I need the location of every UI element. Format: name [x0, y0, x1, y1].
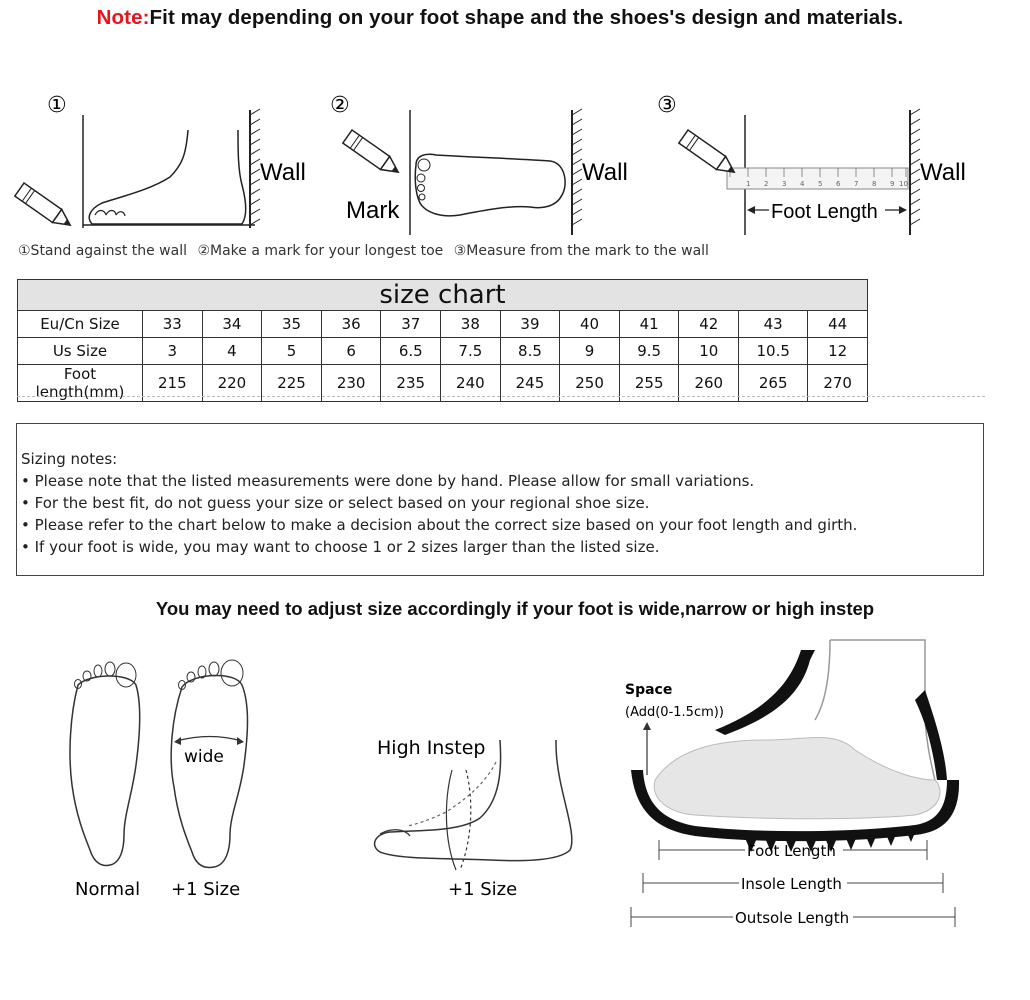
table-cell: 33 — [143, 311, 203, 338]
page-title — [0, 6, 1000, 30]
row-label: Foot length(mm) — [18, 365, 143, 402]
step-captions — [18, 243, 715, 259]
ruler-tick: 6 — [836, 180, 841, 188]
wide-size-label: +1 Size — [171, 879, 241, 900]
table-cell: 265 — [739, 365, 808, 402]
table-cell: 38 — [441, 311, 501, 338]
normal-label: Normal — [75, 879, 141, 900]
table-cell: 220 — [202, 365, 262, 402]
table-cell: 36 — [321, 311, 381, 338]
instep-size-label: +1 Size — [448, 879, 518, 900]
table-cell: 39 — [500, 311, 560, 338]
sizing-notes-heading: Sizing notes: — [21, 450, 118, 468]
table-cell: 255 — [619, 365, 679, 402]
table-cell: 43 — [739, 311, 808, 338]
table-cell: 35 — [262, 311, 322, 338]
caption-2: ②Make a mark for your longest toe — [197, 243, 444, 259]
step1-illustration — [10, 85, 306, 245]
table-cell: 6.5 — [381, 338, 441, 365]
space-label: Space — [625, 682, 673, 698]
step2-number: ② — [330, 93, 350, 118]
high-instep-illustration — [360, 720, 600, 910]
table-cell: 230 — [321, 365, 381, 402]
step2-illustration — [330, 85, 660, 245]
ruler-tick: 2 — [764, 180, 769, 188]
size-chart-title: size chart — [18, 280, 868, 311]
step2-wall-label: Wall — [582, 159, 628, 186]
sizing-notes-box — [16, 423, 984, 576]
row-label: Eu/Cn Size — [18, 311, 143, 338]
sizing-note-item: • If your foot is wide, you may want to choose 1 or 2 sizes larger than the listed size. — [21, 538, 660, 556]
ruler-tick: 7 — [854, 180, 859, 188]
caption-3: ③Measure from the mark to the wall — [453, 243, 709, 259]
table-cell: 40 — [560, 311, 620, 338]
table-cell: 235 — [381, 365, 441, 402]
sizing-note-item: • For the best fit, do not guess your size or select based on your regional shoe size. — [21, 494, 650, 512]
high-instep-label: High Instep — [377, 737, 486, 759]
table-cell: 260 — [679, 365, 739, 402]
table-cell: 5 — [262, 338, 322, 365]
table-cell: 6 — [321, 338, 381, 365]
ruler-tick: 5 — [818, 180, 823, 188]
note-text: Fit may depending on your foot shape and the shoes's design and materials. — [149, 6, 904, 29]
table-cell: 7.5 — [441, 338, 501, 365]
step1-wall-label: Wall — [260, 159, 306, 186]
ruler-tick: 4 — [800, 180, 805, 188]
wide-foot-icon — [171, 675, 247, 867]
note-label: Note: — [96, 6, 150, 29]
table-cell: 8.5 — [500, 338, 560, 365]
ruler-tick: 10 — [899, 180, 908, 188]
step3-foot-length-label: Foot Length — [771, 201, 878, 223]
step3-illustration — [655, 85, 995, 245]
table-cell: 10.5 — [739, 338, 808, 365]
table-cell: 250 — [560, 365, 620, 402]
insole-length-label: Insole Length — [741, 875, 842, 893]
pencil-icon-3 — [679, 130, 739, 179]
table-cell: 42 — [679, 311, 739, 338]
foot-width-illustration — [50, 645, 280, 915]
table-cell: 34 — [202, 311, 262, 338]
caption-1: ①Stand against the wall — [18, 243, 187, 259]
table-cell: 9 — [560, 338, 620, 365]
table-cell: 225 — [262, 365, 322, 402]
pencil-icon — [15, 183, 75, 232]
adjust-size-title: You may need to adjust size accordingly if your foot is wide,narrow or high instep — [155, 598, 875, 619]
table-cell: 41 — [619, 311, 679, 338]
sizing-note-item: • Please refer to the chart below to make a decision about the correct size based on your foot length and girth. — [21, 516, 858, 534]
table-cell: 4 — [202, 338, 262, 365]
step3-number: ③ — [657, 93, 677, 118]
size-chart-table — [17, 279, 868, 402]
wide-label: wide — [184, 747, 224, 767]
step2-mark-label: Mark — [346, 197, 400, 224]
table-cell: 9.5 — [619, 338, 679, 365]
sizing-note-item: • Please note that the listed measurements were done by hand. Please allow for small variations. — [21, 472, 755, 490]
space-add-label: (Add(0-1.5cm)) — [625, 705, 724, 720]
table-cell: 3 — [143, 338, 203, 365]
shoe-space-illustration — [615, 630, 970, 930]
row-label: Us Size — [18, 338, 143, 365]
ruler-tick: 8 — [872, 180, 877, 188]
pencil-icon-2 — [343, 130, 403, 179]
table-row — [18, 338, 868, 365]
table-cell: 270 — [808, 365, 868, 402]
step1-number: ① — [47, 93, 67, 118]
divider — [17, 396, 985, 397]
step3-wall-label: Wall — [920, 159, 966, 186]
table-cell: 44 — [808, 311, 868, 338]
ruler-tick: 9 — [890, 180, 895, 188]
ruler-tick: 3 — [782, 180, 787, 188]
outsole-length-label: Outsole Length — [735, 909, 850, 927]
normal-foot-icon — [70, 676, 140, 865]
foot-length-label: Foot Length — [747, 842, 836, 860]
table-cell: 12 — [808, 338, 868, 365]
table-cell: 240 — [441, 365, 501, 402]
table-cell: 10 — [679, 338, 739, 365]
table-cell: 245 — [500, 365, 560, 402]
ruler-tick: 1 — [746, 180, 751, 188]
table-row — [18, 311, 868, 338]
table-cell: 215 — [143, 365, 203, 402]
table-cell: 37 — [381, 311, 441, 338]
